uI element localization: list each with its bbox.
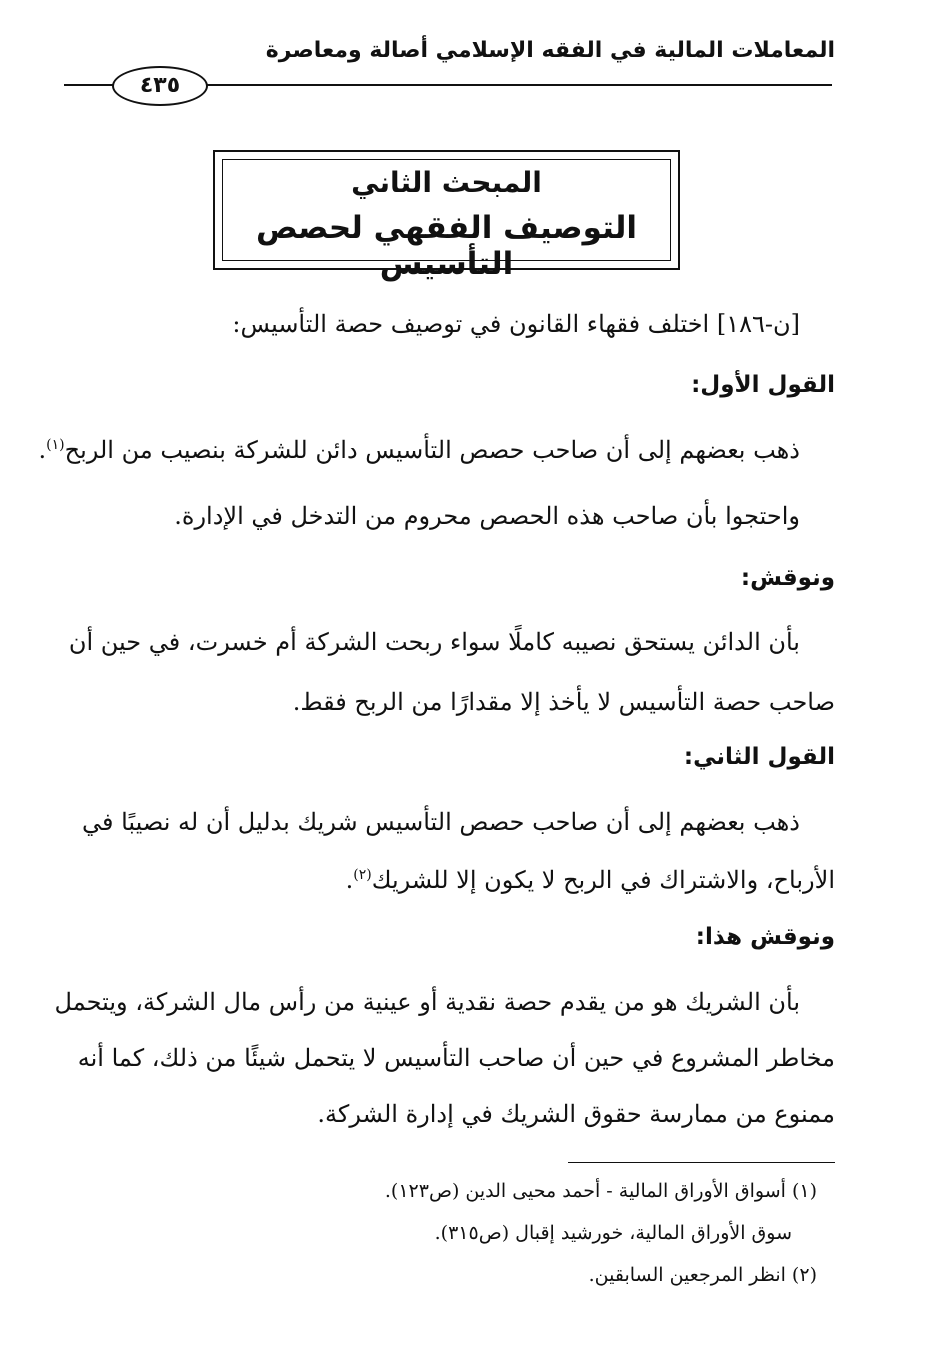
- first-opinion-period: .: [38, 436, 47, 464]
- footnote-ref-1: (١): [46, 437, 65, 453]
- footnote-2: (٢) انظر المرجعين السابقين.: [588, 1264, 817, 1286]
- section-heading: المبحث الثاني: [351, 166, 542, 199]
- footnote-1-line-1: (١) أسواق الأوراق المالية - أحمد محيى الدين (ص١٢٣).: [384, 1180, 817, 1202]
- first-opinion-text: [38, 436, 800, 464]
- second-opinion-line-1: ذهب بعضهم إلى أن صاحب حصص التأسيس شريك بدليل أن له نصيبًا في: [82, 808, 800, 836]
- first-opinion-sentence: ذهب بعضهم إلى أن صاحب حصص التأسيس دائن للشركة بنصيب من الربح: [64, 436, 800, 464]
- section-title: التوصيف الفقهي لحصص التأسيس: [255, 210, 637, 282]
- section-title-box: [213, 150, 680, 282]
- first-discussion-line-1: بأن الدائن يستحق نصيبه كاملًا سواء ربحت الشركة أم خسرت، في حين أن: [68, 628, 800, 656]
- second-discussion-line-2: مخاطر المشروع في حين أن صاحب التأسيس لا يتحمل شيئًا من ذلك، كما أنه: [77, 1044, 835, 1072]
- first-discussion-label: ونوقش:: [740, 565, 835, 591]
- first-argument: واحتجوا بأن صاحب هذه الحصص محروم من التدخل في الإدارة.: [174, 502, 800, 530]
- second-opinion-line-2: [100, 866, 835, 894]
- footnote-1-line-2: سوق الأوراق المالية، خورشيد إقبال (ص٣١٥).: [434, 1222, 792, 1244]
- second-discussion-label: ونوقش هذا:: [695, 924, 835, 950]
- intro-paragraph: [ن-١٨٦] اختلف فقهاء القانون في توصيف حصة التأسيس:: [232, 310, 800, 338]
- second-opinion-label: القول الثاني:: [683, 744, 835, 770]
- second-opinion-sentence: الأرباح، والاشتراك في الربح لا يكون إلا للشريك: [371, 866, 835, 894]
- second-discussion-line-3: ممنوع من ممارسة حقوق الشريك في إدارة الشركة.: [317, 1100, 835, 1128]
- running-header-title: المعاملات المالية في الفقه الإسلامي أصالة ومعاصرة: [265, 38, 835, 63]
- first-opinion-label: القول الأول:: [691, 372, 835, 398]
- second-opinion-period: .: [345, 866, 354, 894]
- footnote-separator: [568, 1162, 835, 1163]
- page-number: ٤٣٥: [112, 66, 208, 106]
- first-discussion-line-2: صاحب حصة التأسيس لا يأخذ إلا مقدارًا من الربح فقط.: [292, 688, 835, 716]
- second-discussion-line-1: بأن الشريك هو من يقدم حصة نقدية أو عينية من رأس مال الشركة، ويتحمل: [54, 988, 800, 1016]
- footnote-ref-2: (٢): [353, 867, 372, 883]
